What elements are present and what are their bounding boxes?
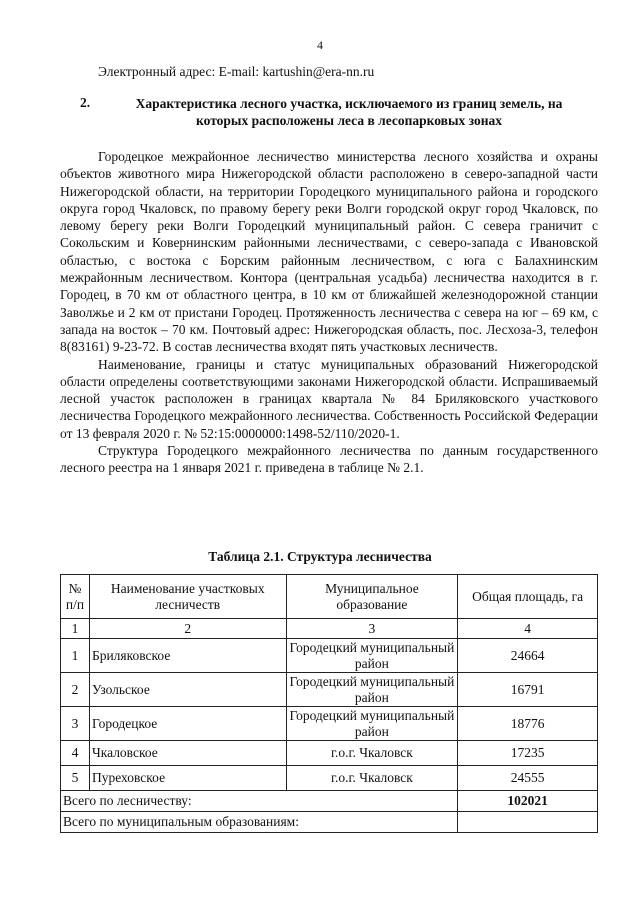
paragraph: Структура Городецкого межрайонного лесничества по данным государственного лесного реестра на 1 января 2021 г. приведена в таблице № 2.1. [60, 443, 598, 476]
row-number-cell: 1 [61, 639, 90, 673]
table-row [61, 639, 598, 673]
column-number-row [61, 619, 598, 639]
total-municipal-value [458, 812, 598, 833]
body-text [60, 148, 598, 477]
page-number: 4 [317, 38, 323, 52]
forestry-name-cell: Городецкое [89, 707, 286, 741]
paragraph: Наименование, границы и статус муниципальных образований Нижегородской области определены соответствующими законами Нижегородской области. Испрашиваемый лесной участок расположен в границах квартала № 84 Бриляковского участкового лесничества Городецкого межрайонного лесничества. Собственность Российской Федерации от 13 февраля 2020 г. № 52:15:0000000:1498-52/110/2020-1. [60, 356, 598, 441]
header-cell: Общая площадь, га [458, 575, 598, 619]
area-cell: 16791 [458, 673, 598, 707]
forestry-name-cell: Бриляковское [89, 639, 286, 673]
table-row [61, 673, 598, 707]
table-row [61, 707, 598, 741]
forestry-structure-table [60, 574, 598, 833]
section-title: Характеристика лесного участка, исключаемого из границ земель, на которых расположены леса в лесопарковых зонах [135, 96, 563, 128]
area-cell: 17235 [458, 741, 598, 766]
column-number-cell: 3 [286, 619, 458, 639]
table-row [61, 741, 598, 766]
forestry-name-cell: Пуреховское [89, 766, 286, 791]
municipality-cell: Городецкий муниципальный район [286, 639, 458, 673]
header-cell: № п/п [61, 575, 90, 619]
area-cell: 24555 [458, 766, 598, 791]
table-row [61, 766, 598, 791]
forestry-name-cell: Чкаловское [89, 741, 286, 766]
area-cell: 18776 [458, 707, 598, 741]
header-cell: Муниципальное образование [286, 575, 458, 619]
forestry-name-cell: Узольское [89, 673, 286, 707]
section-heading [80, 95, 580, 129]
total-forestry-label: Всего по лесничеству: [61, 791, 458, 812]
municipality-cell: г.о.г. Чкаловск [286, 766, 458, 791]
table-caption: Таблица 2.1. Структура лесничества [208, 549, 432, 564]
section-number: 2. [80, 95, 91, 110]
total-forestry-row [61, 791, 598, 812]
total-municipal-label: Всего по муниципальным образованиям: [61, 812, 458, 833]
table-header-row [61, 575, 598, 619]
row-number-cell: 3 [61, 707, 90, 741]
municipality-cell: Городецкий муниципальный район [286, 673, 458, 707]
municipality-cell: Городецкий муниципальный район [286, 707, 458, 741]
email-line: Электронный адрес: E-mail: kartushin@era-nn.ru [98, 64, 375, 79]
area-cell: 24664 [458, 639, 598, 673]
row-number-cell: 5 [61, 766, 90, 791]
column-number-cell: 2 [89, 619, 286, 639]
total-municipal-row [61, 812, 598, 833]
total-forestry-value: 102021 [458, 791, 598, 812]
column-number-cell: 1 [61, 619, 90, 639]
row-number-cell: 2 [61, 673, 90, 707]
paragraph: Городецкое межрайонное лесничество министерства лесного хозяйства и охраны объектов животного мира Нижегородской области расположено в северо-западной части Нижегородской области, на территории Городецкого муниципального района и городского округа город Чкаловск, по правому берегу реки Волги городской округ город Чкаловск, по левому берегу реки Волги Городецкий муниципальный район. С севера граничит с Сокольским и Ковернинским районными лесничествами, с северо-запада с Ивановской областью, с востока с Борским районным лесничеством, с юга с Балахнинским межрайонным лесничеством. Контора (центральная усадьба) лесничества находится в г. Городец, в 70 км от областного центра, в 10 км от ближайшей железнодорожной станции Заволжье и 2 км от пристани Городец. Протяженность лесничества с севера на юг – 69 км, с запада на восток – 70 км. Почтовый адрес: Нижегородская область, пос. Лесхоза-3, телефон 8(83161) 9-23-72. В состав лесничества входят пять участковых лесничеств. [60, 149, 598, 355]
header-cell: Наименование участковых лесничеств [89, 575, 286, 619]
column-number-cell: 4 [458, 619, 598, 639]
municipality-cell: г.о.г. Чкаловск [286, 741, 458, 766]
row-number-cell: 4 [61, 741, 90, 766]
